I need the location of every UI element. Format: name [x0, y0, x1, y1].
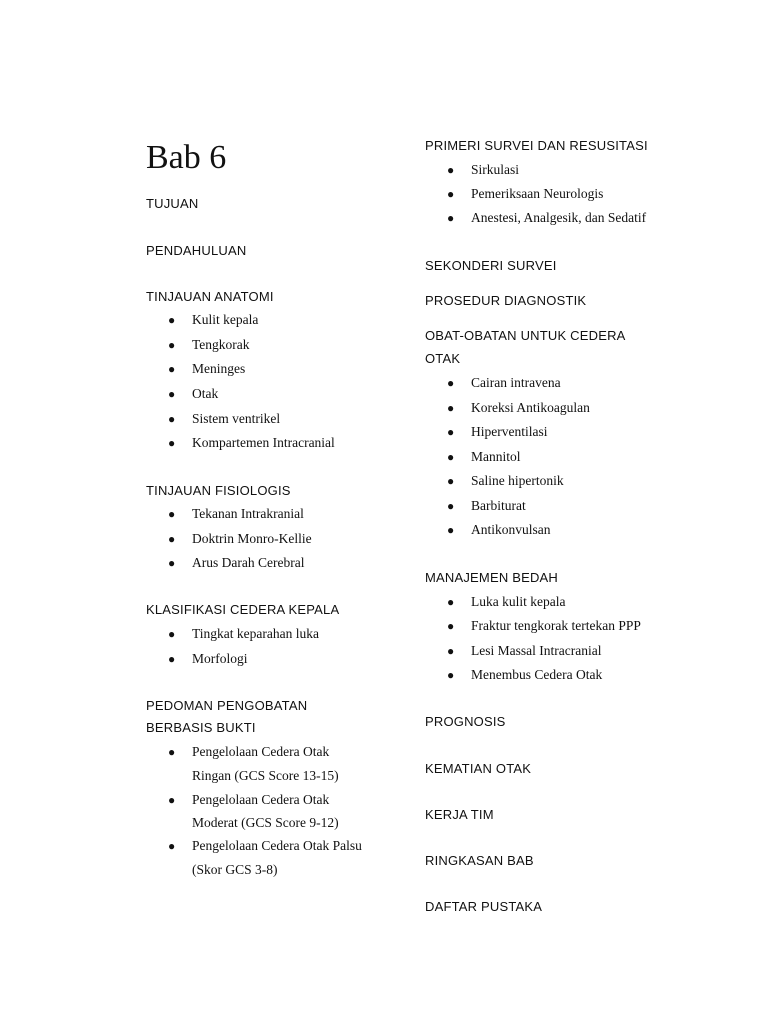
- list-item-text: Barbiturat: [471, 498, 526, 513]
- heading-prosedur: PROSEDUR DIAGNOSTIK: [425, 293, 587, 308]
- heading-pedoman: PEDOMAN PENGOBATAN: [146, 698, 308, 713]
- bullet-icon: ●: [447, 401, 455, 415]
- list-item-text: Koreksi Antikoagulan: [471, 400, 590, 415]
- list-item-text: Saline hipertonik: [471, 473, 564, 488]
- list-item-text: Antikonvulsan: [471, 522, 551, 537]
- heading-sekonderi: SEKONDERI SURVEI: [425, 258, 557, 273]
- bullet-icon: ●: [447, 376, 455, 390]
- list-item-text: Mannitol: [471, 449, 521, 464]
- list-item-text: Tekanan Intrakranial: [192, 506, 304, 521]
- bullet-icon: ●: [447, 187, 455, 201]
- list-item-text: (Skor GCS 3-8): [192, 862, 278, 877]
- list-item-text: Kompartemen Intracranial: [192, 435, 335, 450]
- heading-tujuan: TUJUAN: [146, 196, 199, 211]
- bullet-icon: ●: [447, 668, 455, 682]
- heading-klasifikasi: KLASIFIKASI CEDERA KEPALA: [146, 602, 340, 617]
- list-item-text: Meninges: [192, 361, 246, 376]
- bullet-icon: ●: [447, 619, 455, 633]
- bullet-icon: ●: [168, 387, 176, 401]
- heading-tinjauan-fisiologis: TINJAUAN FISIOLOGIS: [146, 483, 291, 498]
- bullet-icon: ●: [168, 556, 176, 570]
- list-item-text: Lesi Massal Intracranial: [471, 643, 602, 658]
- list-item-text: Hiperventilasi: [471, 424, 548, 439]
- list-item-text: Morfologi: [192, 651, 248, 666]
- bullet-icon: ●: [168, 362, 176, 376]
- bullet-icon: ●: [447, 425, 455, 439]
- list-item-text: Menembus Cedera Otak: [471, 667, 603, 682]
- bullet-icon: ●: [168, 532, 176, 546]
- bullet-icon: ●: [447, 450, 455, 464]
- bullet-icon: ●: [447, 644, 455, 658]
- list-item-text: Luka kulit kepala: [471, 594, 566, 609]
- bullet-icon: ●: [168, 839, 176, 853]
- list-item-text: Pengelolaan Cedera Otak: [192, 744, 330, 759]
- heading-kerja-tim: KERJA TIM: [425, 807, 494, 822]
- bullet-icon: ●: [447, 163, 455, 177]
- heading-tinjauan-anatomi: TINJAUAN ANATOMI: [146, 289, 274, 304]
- list-item-text: Pemeriksaan Neurologis: [471, 186, 604, 201]
- list-item-text: Pengelolaan Cedera Otak Palsu: [192, 838, 362, 853]
- heading-kematian: KEMATIAN OTAK: [425, 761, 532, 776]
- bullet-icon: ●: [168, 436, 176, 450]
- list-item-text: Anestesi, Analgesik, dan Sedatif: [471, 210, 647, 225]
- heading-daftar-pustaka: DAFTAR PUSTAKA: [425, 899, 543, 914]
- bullet-icon: ●: [168, 745, 176, 759]
- heading-ringkasan: RINGKASAN BAB: [425, 853, 534, 868]
- bullet-icon: ●: [447, 523, 455, 537]
- list-item-text: Doktrin Monro-Kellie: [192, 531, 312, 546]
- bullet-icon: ●: [168, 412, 176, 426]
- list-item-text: Otak: [192, 386, 219, 401]
- bullet-icon: ●: [168, 652, 176, 666]
- heading-obat: OBAT-OBATAN UNTUK CEDERA: [425, 328, 626, 343]
- heading-prognosis: PROGNOSIS: [425, 714, 506, 729]
- bullet-icon: ●: [447, 499, 455, 513]
- chapter-title: Bab 6: [146, 139, 227, 176]
- heading-pedoman-line2: BERBASIS BUKTI: [146, 720, 256, 735]
- bullet-icon: ●: [168, 338, 176, 352]
- list-item-text: Pengelolaan Cedera Otak: [192, 792, 330, 807]
- heading-obat-line2: OTAK: [425, 351, 461, 366]
- bullet-icon: ●: [447, 211, 455, 225]
- heading-primeri: PRIMERI SURVEI DAN RESUSITASI: [425, 138, 648, 153]
- list-item-text: Cairan intravena: [471, 375, 561, 390]
- list-item-text: Tengkorak: [192, 337, 250, 352]
- list-item-text: Kulit kepala: [192, 312, 259, 327]
- bullet-icon: ●: [447, 474, 455, 488]
- list-item-text: Sirkulasi: [471, 162, 520, 177]
- list-item-text: Ringan (GCS Score 13-15): [192, 768, 339, 783]
- list-item-text: Fraktur tengkorak tertekan PPP: [471, 618, 641, 633]
- list-item-text: Tingkat keparahan luka: [192, 626, 319, 641]
- bullet-icon: ●: [447, 595, 455, 609]
- bullet-icon: ●: [168, 627, 176, 641]
- list-item-text: Sistem ventrikel: [192, 411, 281, 426]
- bullet-icon: ●: [168, 507, 176, 521]
- list-item-text: Arus Darah Cerebral: [192, 555, 305, 570]
- list-item-text: Moderat (GCS Score 9-12): [192, 815, 339, 830]
- heading-pendahuluan: PENDAHULUAN: [146, 243, 247, 258]
- bullet-icon: ●: [168, 793, 176, 807]
- heading-manajemen: MANAJEMEN BEDAH: [425, 570, 559, 585]
- bullet-icon: ●: [168, 313, 176, 327]
